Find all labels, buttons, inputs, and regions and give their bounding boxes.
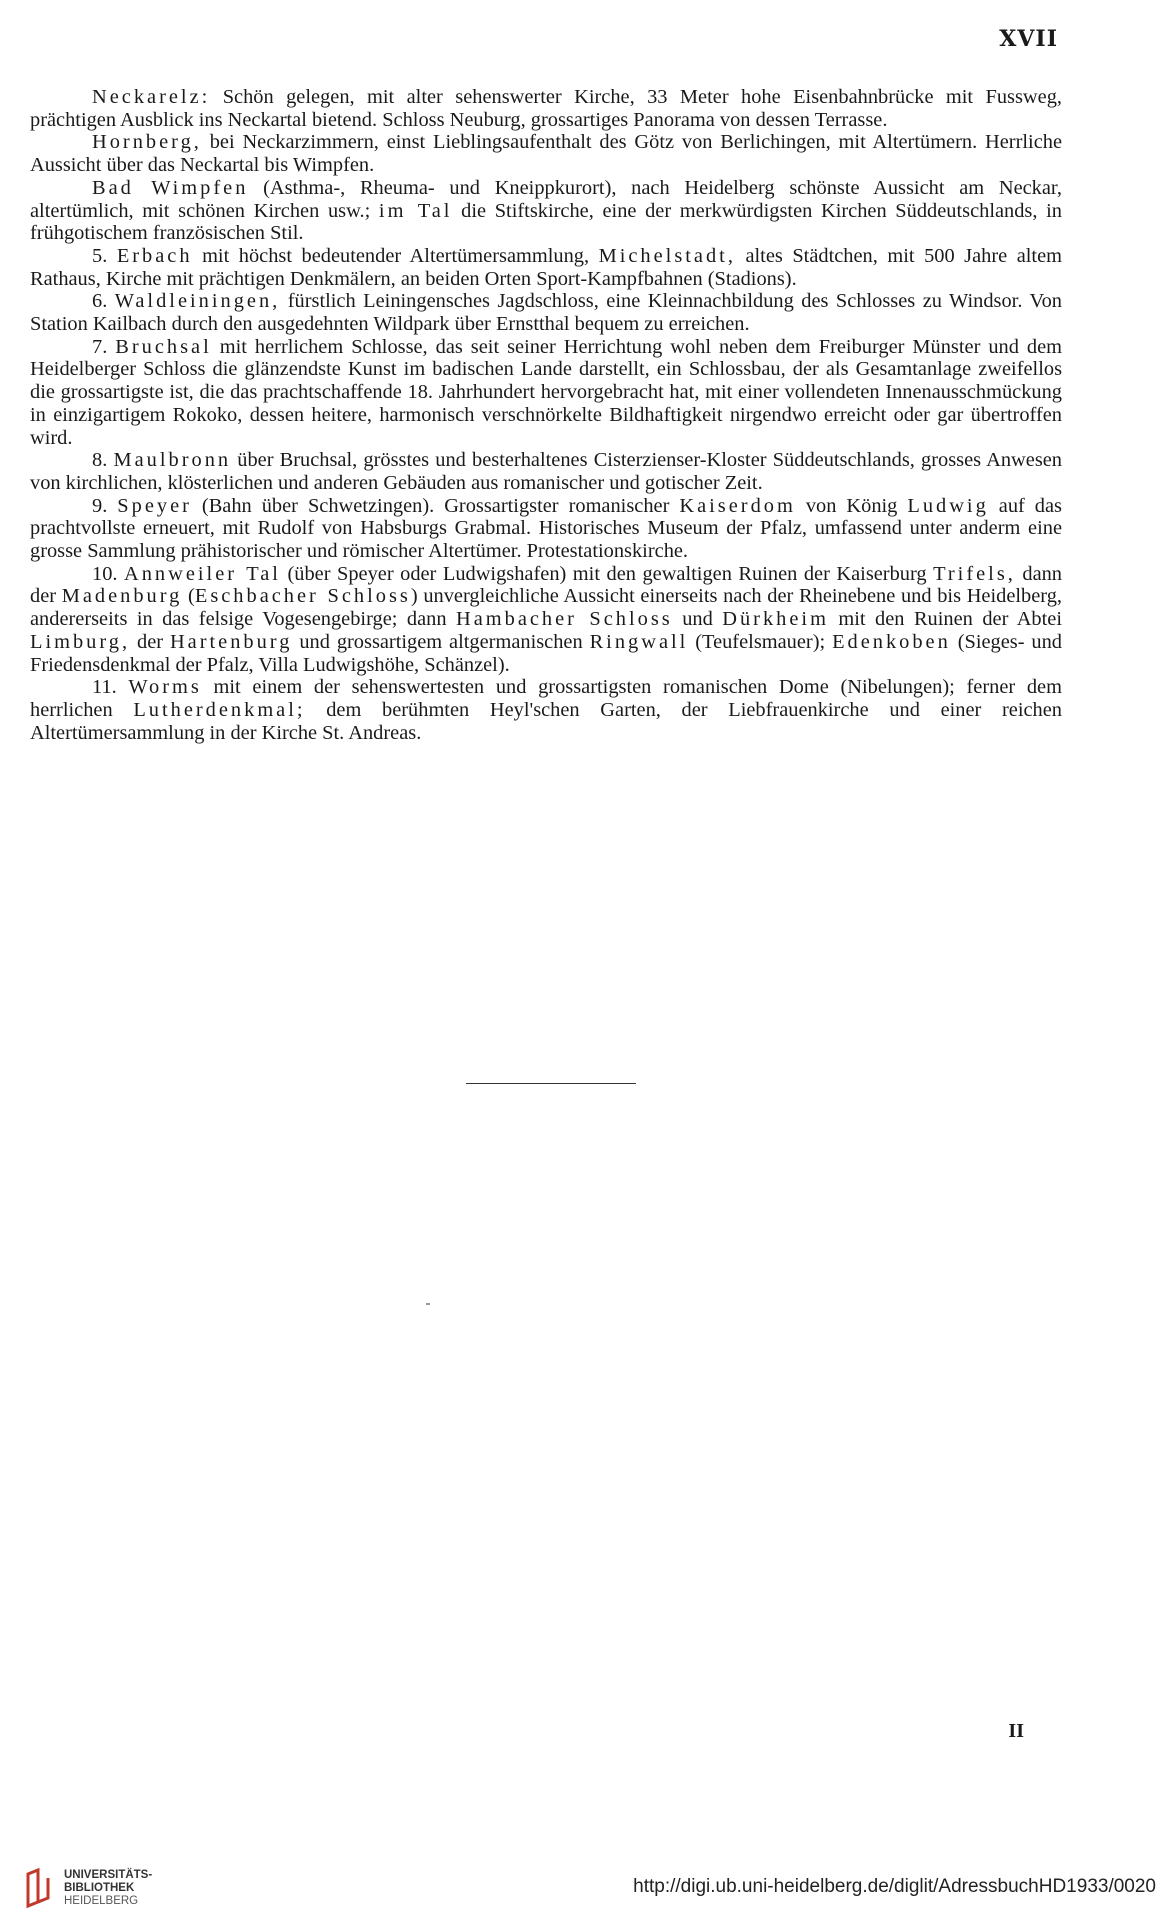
spaced-place-name: Limburg, bbox=[30, 630, 131, 653]
spaced-place-name: Bad Wimpfen bbox=[92, 176, 249, 199]
spaced-place-name: Edenkoben bbox=[832, 630, 951, 653]
spaced-place-name: Michelstadt, bbox=[598, 244, 736, 267]
paragraph bbox=[30, 676, 1062, 744]
paragraph bbox=[30, 290, 1062, 335]
paragraph-text: fürstlich Leiningensches Jagdschloss, eine Kleinnachbildung des Schlosses zu Windsor. Von Station Kailbach durch den ausgedehnten Wildpark über Ernstthal bequem zu erreichen. bbox=[30, 290, 1062, 336]
paragraph-text: über Bruchsal, grösstes und besterhaltenes Cisterzienser-Kloster Süddeutschlands, grosses Anwesen von kirchlichen, klösterlichen und anderen Gebäuden aus romanischer und gotischer Zeit. bbox=[30, 449, 1062, 494]
paragraph bbox=[30, 336, 1062, 450]
spaced-place-name: Madenburg bbox=[61, 585, 183, 608]
paragraph-text: 6. bbox=[92, 290, 115, 313]
spaced-place-name: Worms bbox=[128, 676, 202, 699]
paragraph bbox=[30, 449, 1062, 494]
spaced-place-name: Hambacher Schloss bbox=[455, 608, 673, 631]
logo-line-3: HEIDELBERG bbox=[64, 1894, 139, 1907]
source-url-link[interactable]: http://digi.ub.uni-heidelberg.de/diglit/AdressbuchHD1933/0020 bbox=[633, 1876, 1156, 1897]
paragraph-text: (Asthma-, Rheuma- und Kneippkurort), nach Heidelberg schönste Aussicht am Neckar, altertümlich, mit schönen Kirchen usw.; bbox=[30, 176, 1062, 222]
paragraph-text: ) unvergleichliche Aussicht einerseits nach der Rheinebene und bis Heidelberg, andererseits in das felsige Vogesengebirge; dann bbox=[30, 585, 1063, 631]
paragraph-text: (über Speyer oder Ludwigshafen) mit den gewaltigen Ruinen der Kaiserburg bbox=[280, 562, 934, 585]
paragraph-text: mit einem der sehenswertesten und grossartigsten romanischen Dome (Nibelungen); ferner dem herrlichen bbox=[30, 676, 1062, 721]
library-logo-icon bbox=[24, 1866, 52, 1910]
spaced-place-name: Erbach bbox=[116, 244, 193, 267]
paragraph-text: (Bahn über Schwetzingen). Grossartigster romanischer bbox=[191, 494, 680, 517]
paragraph-text: von König bbox=[795, 494, 908, 517]
spaced-place-name: Bruchsal bbox=[115, 335, 212, 358]
paragraph bbox=[30, 245, 1062, 290]
paragraph-text: dem berühmten Heyl'schen Garten, der Liebfrauenkirche und einer reichen Altertümersammlung in der Kirche St. Andreas. bbox=[30, 698, 1063, 744]
paragraph-text: 10. bbox=[92, 562, 124, 585]
paragraph-text: (Sieges- und Friedensdenkmal der Pfalz, Villa Ludwigshöhe, Schänzel). bbox=[30, 630, 1063, 676]
spaced-place-name: Lutherdenkmal; bbox=[133, 698, 306, 721]
paragraph-text: mit den Ruinen der Abtei bbox=[828, 608, 1063, 631]
spaced-place-name: Eschbacher Schloss bbox=[194, 585, 411, 608]
spaced-place-name: im Tal bbox=[378, 199, 453, 222]
spaced-place-name: Annweiler Tal bbox=[124, 562, 281, 585]
spaced-place-name: Ludwig bbox=[907, 494, 989, 517]
paragraph-text: auf das prachtvollste erneuert, mit Rudolf von Habsburgs Grabmal. Historisches Museum der Pfalz, umfassend unter anderm eine grosse Sammlung prähistorischer und römischer Altertümer. Protestationskirche. bbox=[30, 494, 1062, 563]
paragraph-text: ( bbox=[182, 585, 195, 608]
paragraph-text: mit höchst bedeutender Altertümersammlung, bbox=[192, 244, 599, 267]
paragraph-text: und bbox=[672, 608, 723, 631]
paragraph-text: altes Städtchen, mit 500 Jahre altem Rathaus, Kirche mit prächtigen Denkmälern, an beiden Orten Sport-Kampfbahnen (Stadions). bbox=[30, 244, 1062, 290]
library-logo-text bbox=[64, 1869, 152, 1908]
paragraph bbox=[30, 131, 1062, 176]
paragraph bbox=[30, 495, 1062, 563]
spaced-place-name: Dürkheim bbox=[722, 608, 829, 631]
footer-bar bbox=[0, 1842, 1174, 1922]
section-divider bbox=[466, 1083, 636, 1084]
paragraph-text: dann der bbox=[30, 562, 1063, 608]
paragraph-text: der bbox=[130, 630, 170, 653]
body-text bbox=[30, 86, 1062, 744]
paragraph-text: 8. bbox=[92, 449, 114, 472]
spaced-place-name: Kaiserdom bbox=[679, 494, 796, 517]
paragraph-text: 9. bbox=[92, 494, 118, 517]
paragraph-text: bei Neckarzimmern, einst Lieblingsaufenthalt des Götz von Berlichingen, mit Altertümern. Herrliche Aussicht über das Neckartal bis Wimpfen. bbox=[30, 131, 1062, 177]
paragraph-text: 11. bbox=[92, 676, 129, 699]
spaced-place-name: Trifels, bbox=[933, 562, 1016, 585]
spaced-place-name: Waldleiningen, bbox=[114, 290, 281, 313]
signature-mark: II bbox=[1008, 1720, 1024, 1742]
paragraph bbox=[30, 563, 1062, 677]
scan-speck bbox=[426, 1303, 430, 1305]
paragraph-text: (Teufelsmauer); bbox=[688, 630, 833, 653]
paragraph bbox=[30, 177, 1062, 245]
library-logo bbox=[24, 1866, 152, 1910]
paragraph-text: Schön gelegen, mit alter sehenswerter Kirche, 33 Meter hohe Eisenbahnbrücke mit Fussweg, prächtigen Ausblick ins Neckartal bietend. Schloss Neuburg, grossartiges Panorama von dessen Terrasse. bbox=[30, 86, 1062, 131]
paragraph bbox=[30, 86, 1062, 131]
spaced-place-name: Ringwall bbox=[589, 630, 689, 653]
logo-line-2: BIBLIOTHEK bbox=[64, 1881, 135, 1894]
spaced-place-name: Neckarelz: bbox=[92, 86, 211, 108]
paragraph-text: die Stiftskirche, eine der merkwürdigsten Kirchen Süddeutschlands, in frühgotischem französischen Stil. bbox=[30, 199, 1062, 245]
spaced-place-name: Speyer bbox=[117, 494, 192, 517]
spaced-place-name: Maulbronn bbox=[113, 449, 232, 472]
logo-line-1: UNIVERSITÄTS- bbox=[64, 1868, 153, 1881]
page-number: XVII bbox=[999, 26, 1058, 52]
paragraph-text: und grossartigem altgermanischen bbox=[292, 630, 590, 653]
paragraph-text: mit herrlichem Schlosse, das seit seiner Herrichtung wohl neben dem Freiburger Münster und dem Heidelberger Schloss die glänzendste Kunst im badischen Lande darstellt, ein Schlossbau, der als Gesamtanlage zweifellos die grossartigste ist, die das prachtschaffende 18. Jahrhundert hervorgebracht hat, mit einer vollendeten Innenausschmückung in einzigartigem Rokoko, dessen heitere, harmonisch verschnörkelte Bildhaftigkeit nirgendwo erreicht oder gar übertroffen wird. bbox=[30, 335, 1063, 449]
spaced-place-name: Hartenburg bbox=[169, 630, 293, 653]
spaced-place-name: Hornberg, bbox=[92, 131, 202, 154]
paragraph-text: 7. bbox=[92, 335, 116, 358]
paragraph-text: 5. bbox=[92, 244, 117, 267]
